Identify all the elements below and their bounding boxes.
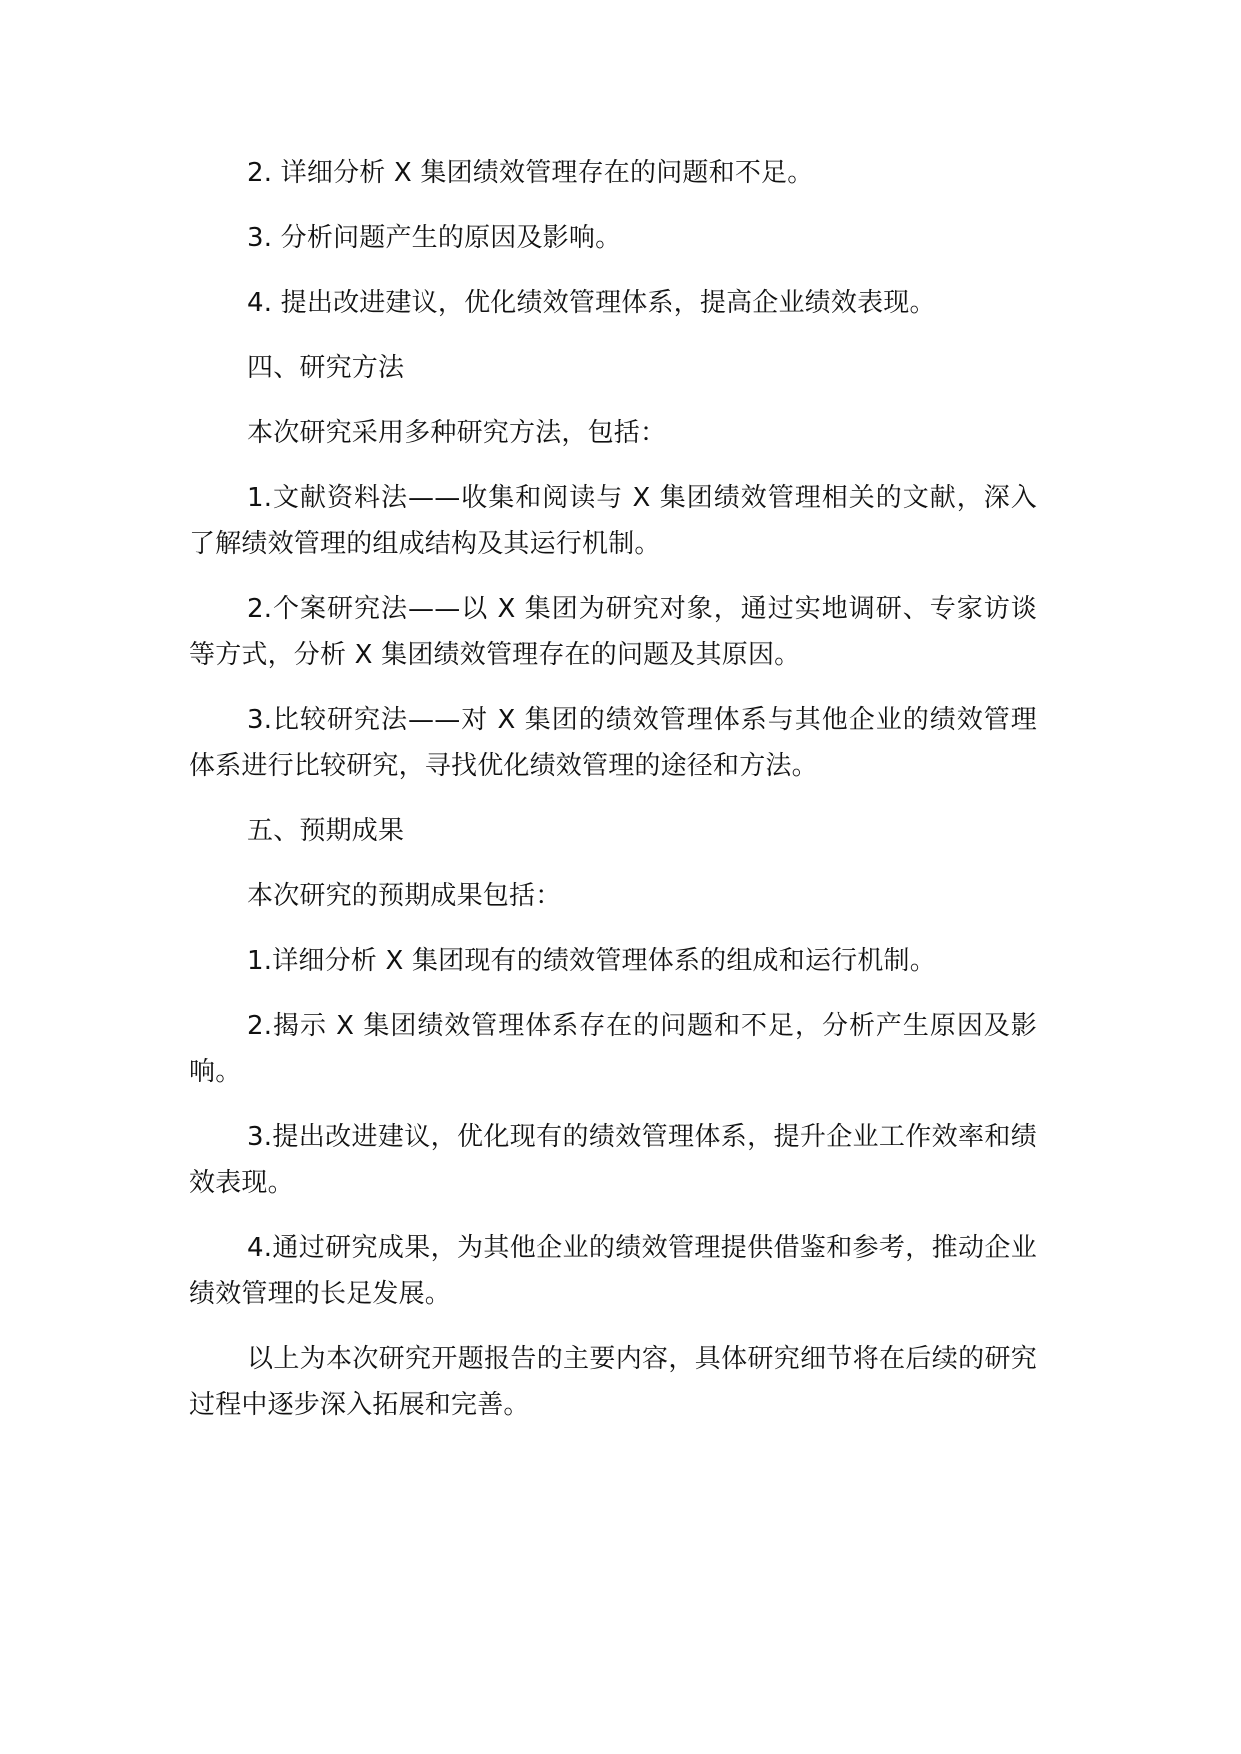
paragraph-outcome-3: 3.提出改进建议，优化现有的绩效管理体系，提升企业工作效率和绩效表现。 (189, 1122, 1037, 1198)
paragraph-method-2: 2.个案研究法——以 X 集团为研究对象，通过实地调研、专家访谈等方式，分析 X 集团绩效管理存在的问题及其原因。 (189, 594, 1037, 670)
paragraph-outcome-2: 2.揭示 X 集团绩效管理体系存在的问题和不足，分析产生原因及影响。 (189, 1011, 1037, 1087)
paragraph-outcome-1: 1.详细分析 X 集团现有的绩效管理体系的组成和运行机制。 (247, 946, 936, 976)
paragraph-objective-4: 4. 提出改进建议，优化绩效管理体系，提高企业绩效表现。 (247, 288, 936, 318)
paragraph-objective-3: 3. 分析问题产生的原因及影响。 (247, 223, 622, 253)
section-heading-methods: 四、研究方法 (247, 353, 405, 383)
document-body (189, 150, 1037, 1428)
paragraph-conclusion: 以上为本次研究开题报告的主要内容，具体研究细节将在后续的研究过程中逐步深入拓展和完善。 (189, 1344, 1037, 1420)
section-heading-outcomes: 五、预期成果 (247, 816, 405, 846)
paragraph-methods-intro: 本次研究采用多种研究方法，包括： (247, 418, 667, 448)
paragraph-method-1: 1.文献资料法——收集和阅读与 X 集团绩效管理相关的文献，深入了解绩效管理的组成结构及其运行机制。 (189, 483, 1037, 559)
paragraph-outcomes-intro: 本次研究的预期成果包括： (247, 881, 562, 911)
paragraph-outcome-4: 4.通过研究成果，为其他企业的绩效管理提供借鉴和参考，推动企业绩效管理的长足发展。 (189, 1233, 1037, 1309)
paragraph-method-3: 3.比较研究法——对 X 集团的绩效管理体系与其他企业的绩效管理体系进行比较研究，寻找优化绩效管理的途径和方法。 (189, 705, 1037, 781)
paragraph-objective-2: 2. 详细分析 X 集团绩效管理存在的问题和不足。 (247, 158, 814, 188)
